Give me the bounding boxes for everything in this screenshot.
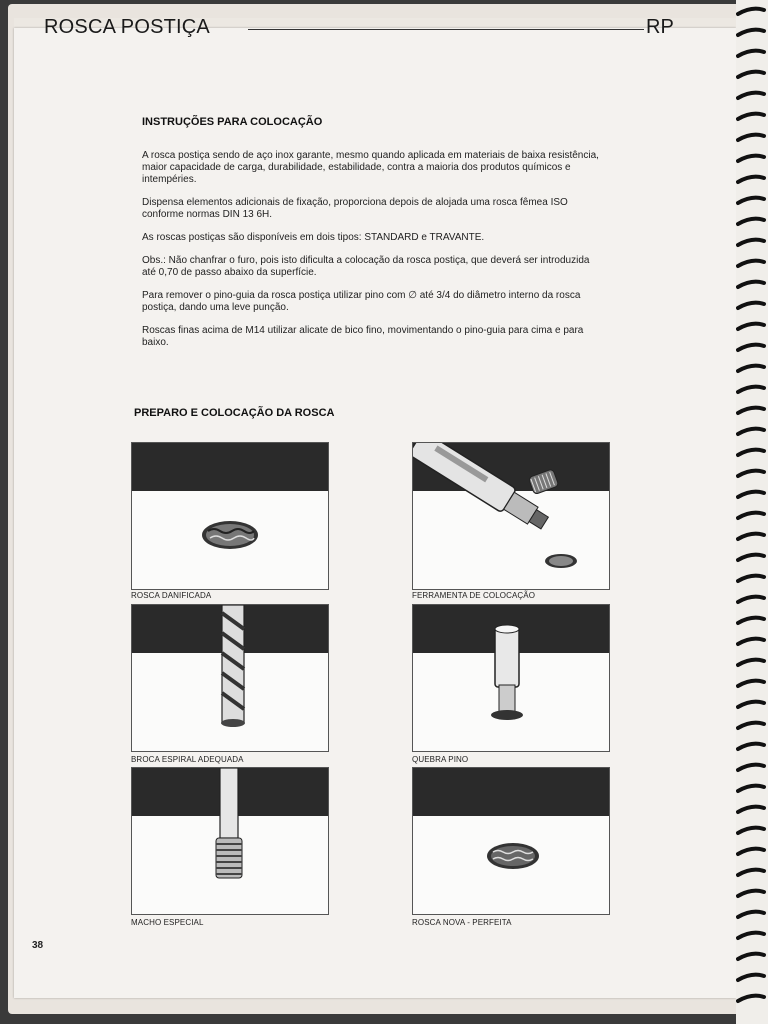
damaged-thread-icon (132, 443, 329, 590)
step-panel-twist-drill (131, 604, 329, 752)
instruction-paragraph: As roscas postiças são disponíveis em dois tipos: STANDARD e TRAVANTE. (142, 232, 485, 243)
step-panel-tang-break (412, 604, 610, 752)
step-caption: ROSCA DANIFICADA (131, 591, 212, 600)
instructions-title: INSTRUÇÕES PARA COLOCAÇÃO (142, 116, 323, 128)
special-tap-icon (132, 768, 329, 915)
instruction-paragraph: Dispensa elementos adicionais de fixação, proporciona depois de alojada uma rosca fêmea ISO conforme normas DIN 13 6H. (142, 197, 568, 220)
spiral-binding-icon (736, 0, 768, 1024)
new-thread-icon (413, 768, 610, 915)
step-caption: ROSCA NOVA - PERFEITA (412, 918, 512, 927)
twist-drill-icon (132, 605, 329, 752)
step-panel-installation-tool (412, 442, 610, 590)
instruction-paragraph: A rosca postiça sendo de aço inox garante, mesmo quando aplicada em materiais de baixa resistência, maior capacidade de carga, durabilidade, estabilidade, contra a maioria dos produtos químicos e intempéries. (142, 150, 599, 185)
step-caption: BROCA ESPIRAL ADEQUADA (131, 755, 244, 764)
page-number: 38 (32, 940, 44, 951)
instruction-paragraph: Para remover o pino-guia da rosca postiça utilizar pino com ∅ até 3/4 do diâmetro interno da rosca postiça, dando uma leve punção. (142, 290, 581, 313)
page-code: RP (646, 16, 674, 38)
step-panel-special-tap (131, 767, 329, 915)
step-caption: MACHO ESPECIAL (131, 918, 204, 927)
installation-tool-icon (413, 443, 610, 590)
instructions-body (142, 150, 602, 360)
step-panel-new-thread (412, 767, 610, 915)
step-caption: QUEBRA PINO (412, 755, 469, 764)
header-rule (248, 29, 644, 30)
step-panel-damaged-thread (131, 442, 329, 590)
instruction-paragraph: Obs.: Não chanfrar o furo, pois isto dificulta a colocação da rosca postiça, que deverá ser introduzida até 0,70 de passo abaixo da superfície. (142, 255, 590, 278)
page-title: ROSCA POSTIÇA (44, 16, 210, 38)
instruction-paragraph: Roscas finas acima de M14 utilizar alicate de bico fino, movimentando o pino-guia para cima e para baixo. (142, 325, 584, 348)
step-caption: FERRAMENTA DE COLOCAÇÃO (412, 591, 536, 600)
tang-break-icon (413, 605, 610, 752)
preparation-title: PREPARO E COLOCAÇÃO DA ROSCA (134, 407, 335, 419)
